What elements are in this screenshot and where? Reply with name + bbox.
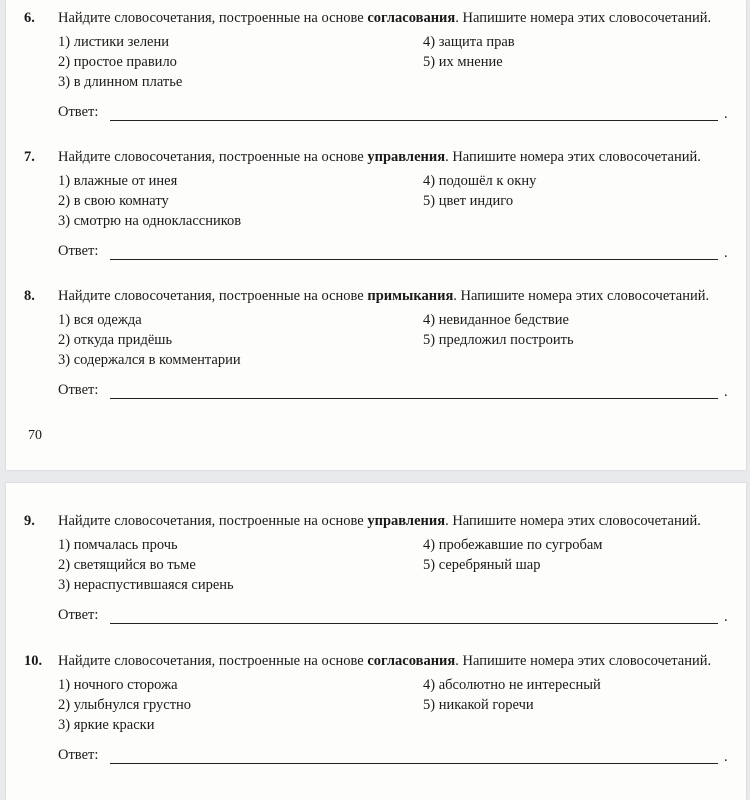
question-keyword: согласования	[367, 10, 456, 26]
option-3: 3) смотрю на одноклассников	[58, 213, 242, 229]
question-suffix: . Напишите номера этих словосочетаний.	[445, 149, 701, 165]
option-1: 1) влажные от инея	[58, 173, 178, 189]
question-prefix: Найдите словосочетания, построенные на основе	[58, 149, 368, 165]
question-text	[24, 147, 739, 167]
question-keyword: согласования	[367, 653, 456, 669]
question-suffix: . Напишите номера этих словосочетаний.	[445, 513, 701, 529]
task-number: 7.	[24, 149, 35, 165]
option-4: 4) пробежавшие по сугробам	[423, 537, 603, 553]
answer-label: Ответ:	[58, 607, 99, 623]
task-number: 10.	[24, 653, 43, 669]
task-8	[24, 286, 739, 404]
option-1: 1) вся одежда	[58, 312, 142, 328]
option-2: 2) в свою комнату	[58, 193, 169, 209]
answer-label: Ответ:	[58, 382, 99, 398]
question-suffix: . Напишите номера этих словосочетаний.	[455, 10, 712, 26]
options-list	[58, 171, 739, 233]
option-5: 5) цвет индиго	[423, 193, 514, 209]
option-4: 4) невиданное бедствие	[423, 312, 569, 328]
answer-line[interactable]	[110, 259, 718, 260]
answer-label: Ответ:	[58, 243, 99, 259]
question-prefix: Найдите словосочетания, построенные на основе	[58, 10, 368, 26]
option-3: 3) яркие краски	[58, 717, 155, 733]
task-number: 8.	[24, 288, 35, 304]
answer-line[interactable]	[110, 120, 718, 121]
option-5: 5) предложил построить	[423, 332, 574, 348]
question-suffix: . Напишите номера этих словосочетаний.	[453, 288, 710, 304]
question-text	[24, 651, 739, 671]
answer-line[interactable]	[110, 398, 718, 399]
task-7	[24, 147, 739, 265]
question-suffix: . Напишите номера этих словосочетаний.	[455, 653, 712, 669]
option-5: 5) их мнение	[423, 54, 503, 70]
question-keyword: примыкания	[367, 288, 454, 304]
question-keyword: управления	[367, 513, 446, 529]
question-text	[24, 8, 739, 28]
answer-field[interactable]: Ответ: .	[58, 747, 728, 765]
task-10	[24, 651, 739, 769]
question-text	[24, 511, 739, 531]
option-1: 1) листики зелени	[58, 34, 170, 50]
task-number: 9.	[24, 513, 35, 529]
option-2: 2) простое правило	[58, 54, 177, 70]
answer-field[interactable]: Ответ: .	[58, 607, 728, 625]
task-number: 6.	[24, 10, 35, 26]
option-2: 2) откуда придёшь	[58, 332, 173, 348]
option-4: 4) защита прав	[423, 34, 515, 50]
question-text	[24, 286, 739, 306]
answer-field[interactable]: Ответ: .	[58, 382, 728, 400]
option-1: 1) помчалась прочь	[58, 537, 178, 553]
options-list	[58, 310, 739, 372]
answer-field[interactable]: Ответ: .	[58, 243, 728, 261]
question-keyword: управления	[367, 149, 446, 165]
answer-line[interactable]	[110, 623, 718, 624]
question-prefix: Найдите словосочетания, построенные на основе	[58, 653, 368, 669]
answer-label: Ответ:	[58, 104, 99, 120]
option-3: 3) нераспустившаяся сирень	[58, 577, 234, 593]
options-list	[58, 535, 739, 597]
options-list	[58, 675, 739, 737]
answer-label: Ответ:	[58, 747, 99, 763]
question-prefix: Найдите словосочетания, построенные на основе	[58, 513, 368, 529]
option-4: 4) абсолютно не интересный	[423, 677, 601, 693]
options-list	[58, 32, 739, 94]
option-2: 2) улыбнулся грустно	[58, 697, 192, 713]
task-6	[24, 8, 739, 126]
page-number: 70	[28, 428, 42, 443]
page-top	[6, 0, 746, 470]
option-2: 2) светящийся во тьме	[58, 557, 196, 573]
option-3: 3) в длинном платье	[58, 74, 183, 90]
page-bottom	[6, 483, 746, 800]
option-1: 1) ночного сторожа	[58, 677, 178, 693]
task-9	[24, 511, 739, 629]
option-5: 5) серебряный шар	[423, 557, 541, 573]
question-prefix: Найдите словосочетания, построенные на основе	[58, 288, 368, 304]
option-4: 4) подошёл к окну	[423, 173, 537, 189]
answer-line[interactable]	[110, 763, 718, 764]
option-3: 3) содержался в комментарии	[58, 352, 241, 368]
answer-field[interactable]: Ответ: .	[58, 104, 728, 122]
option-5: 5) никакой горечи	[423, 697, 534, 713]
